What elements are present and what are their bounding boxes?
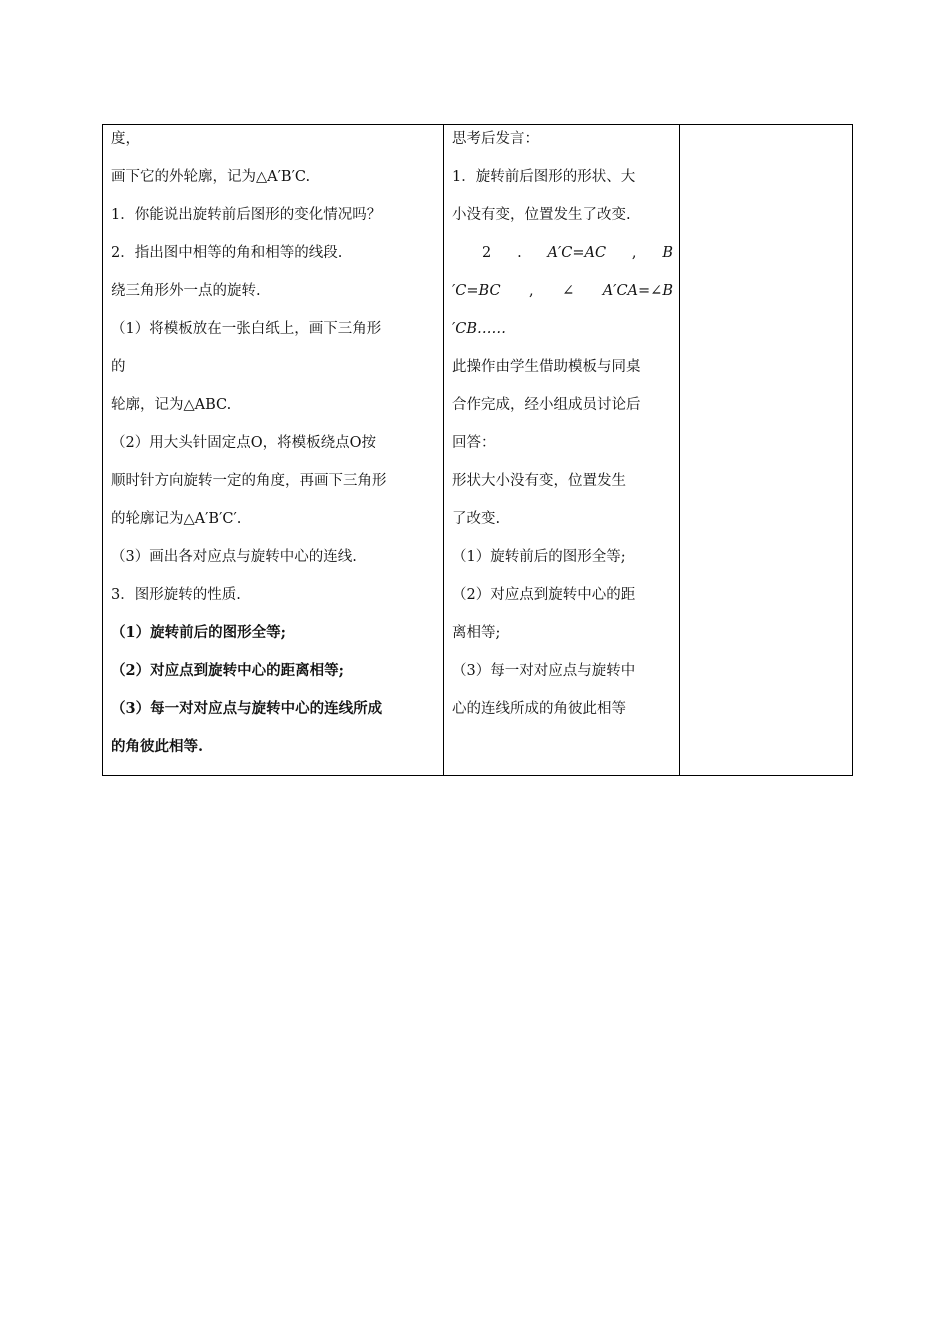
- text-line: 1．你能说出旋转前后图形的变化情况吗？: [111, 207, 382, 223]
- text-line: 合作完成，经小组成员讨论后: [452, 397, 641, 413]
- teacher-activity-cell: [103, 125, 444, 776]
- teacher-activity-text: [103, 125, 443, 775]
- text-line: 顺时针方向旋转一定的角度，再画下三角形: [111, 473, 387, 489]
- formula-part: ∠: [562, 283, 575, 299]
- text-line: 1．旋转前后图形的形状、大: [452, 169, 636, 185]
- text-line: 的轮廓记为△A′B′C′.: [111, 511, 242, 527]
- text-line: （1）将模板放在一张白纸上，画下三角形: [111, 321, 382, 337]
- text-line: 3．图形旋转的性质.: [111, 587, 241, 603]
- text-line: 的角彼此相等.: [111, 738, 204, 755]
- formula-part: A′CA=∠B: [602, 283, 673, 299]
- text-line: 离相等;: [452, 625, 501, 641]
- text-line: （3）每一对对应点与旋转中心的连线所成: [111, 700, 383, 717]
- text-line: 形状大小没有变，位置发生: [452, 473, 626, 489]
- formula-part: B: [662, 245, 673, 261]
- text-line: 了改变.: [452, 511, 501, 527]
- formula-line: [452, 281, 673, 319]
- student-activity-text: [444, 125, 679, 737]
- text-line: 回答：: [452, 435, 496, 451]
- notes-cell: [680, 125, 853, 776]
- text-line: 此操作由学生借助模板与同桌: [452, 359, 641, 375]
- text-line: （3）画出各对应点与旋转中心的连线.: [111, 549, 357, 565]
- formula-part: ,: [529, 283, 534, 299]
- table-row: [103, 125, 853, 776]
- formula-part: A′C=AC: [547, 245, 607, 261]
- text-line: 2．指出图中相等的角和相等的线段.: [111, 245, 343, 261]
- text-line: （2）对应点到旋转中心的距: [452, 587, 636, 603]
- text-line: （3）每一对对应点与旋转中: [452, 663, 636, 679]
- lesson-table: [102, 124, 853, 776]
- text-line: 思考后发言：: [452, 131, 539, 147]
- formula-part: ,: [631, 245, 637, 261]
- text-line: 绕三角形外一点的旋转.: [111, 283, 261, 299]
- text-line: 轮廓，记为△ABC.: [111, 397, 232, 413]
- text-line: （1）旋转前后的图形全等;: [111, 624, 286, 641]
- student-activity-cell: [444, 125, 680, 776]
- formula-part: .: [517, 245, 522, 261]
- formula-part: 2: [482, 245, 492, 261]
- text-line: （2）对应点到旋转中心的距离相等;: [111, 662, 344, 679]
- text-line: 的: [111, 359, 126, 375]
- text-line: ′CB……: [452, 321, 507, 337]
- formula-part: ′C=BC: [452, 283, 501, 299]
- notes-text: [680, 125, 852, 129]
- text-line: 心的连线所成的角彼此相等: [452, 701, 626, 717]
- text-line: 小没有变，位置发生了改变.: [452, 207, 631, 223]
- text-line: （2）用大头针固定点O，将模板绕点O按: [111, 435, 376, 451]
- formula-line: [452, 243, 673, 281]
- text-line: 度，: [111, 131, 140, 147]
- text-line: （1）旋转前后的图形全等;: [452, 549, 626, 565]
- text-line: 画下它的外轮廓，记为△A′B′C.: [111, 169, 311, 185]
